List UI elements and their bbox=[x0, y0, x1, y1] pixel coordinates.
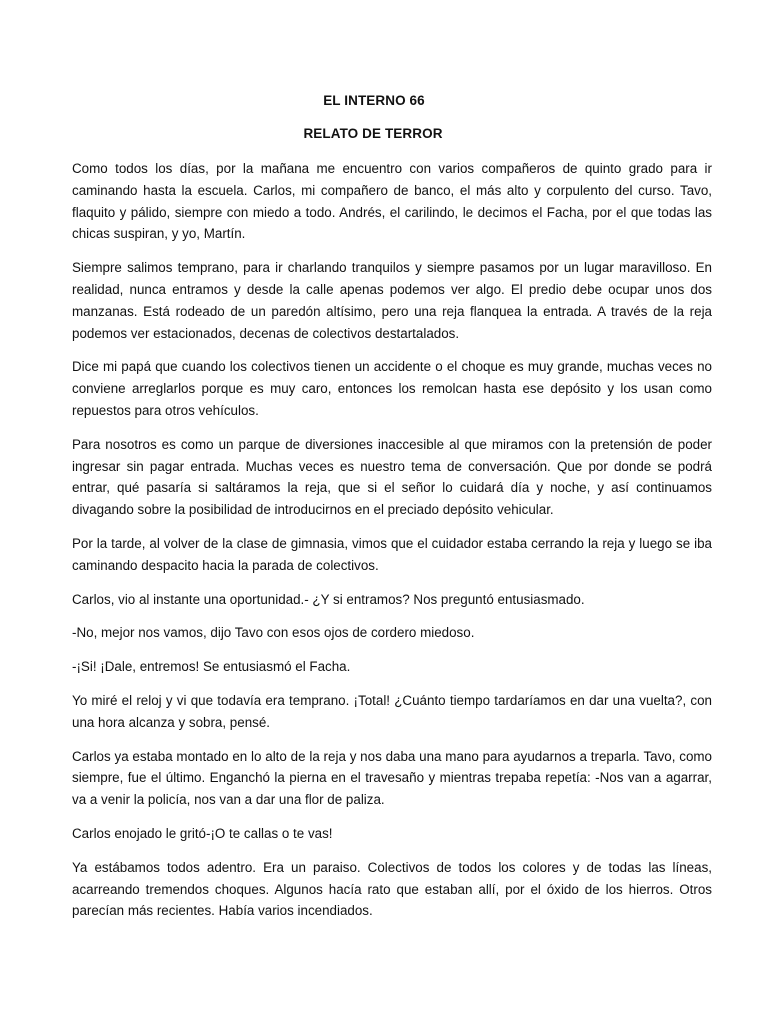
paragraph-3: Dice mi papá que cuando los colectivos tienen un accidente o el choque es muy grande, muchas veces no conviene arreglarlos porque es muy caro, entonces los remolcan hasta ese depósito y los usan como repuestos para otros vehículos. bbox=[72, 359, 712, 418]
paragraph-2: Siempre salimos temprano, para ir charlando tranquilos y siempre pasamos por un lugar maravilloso. En realidad, nunca entramos y desde la calle apenas podemos ver algo. El predio debe ocupar unos dos manzanas. Está rodeado de un paredón altísimo, pero una reja flanquea la entrada. A través de la reja podemos ver estacionados, decenas de colectivos destartalados. bbox=[72, 260, 712, 341]
paragraph-1: Como todos los días, por la mañana me encuentro con varios compañeros de quinto grado para ir caminando hasta la escuela. Carlos, mi compañero de banco, el más alto y corpulento del curso. Tavo, flaquito y pálido, siempre con miedo a todo. Andrés, el carilindo, le decimos el Facha, por el que todas las chicas suspiran, y yo, Martín. bbox=[72, 161, 712, 242]
paragraph-11: Carlos enojado le gritó-¡O te callas o te vas! bbox=[72, 825, 333, 841]
paragraph-12: Ya estábamos todos adentro. Era un paraiso. Colectivos de todos los colores y de todas las líneas, acarreando tremendos choques. Algunos hacía rato que estaban allí, por el óxido de los hierros. Otros parecían más recientes. Había varios incendiados. bbox=[72, 859, 712, 919]
paragraph-4: Para nosotros es como un parque de diversiones inaccesible al que miramos con la pretensión de poder ingresar sin pagar entrada. Muchas veces es nuestro tema de conversación. Que por donde se podrá entrar, qué pasaría si saltáramos la reja, que si el señor lo cuidará día y noche, y así continuamos divagando sobre la posibilidad de introducirnos en el preciado depósito vehicular. bbox=[72, 436, 712, 518]
paragraph-7: -No, mejor nos vamos, dijo Tavo con esos ojos de cordero miedoso. bbox=[72, 625, 475, 641]
paragraph-9: Yo miré el reloj y vi que todavía era temprano. ¡Total! ¿Cuánto tiempo tardaríamos en dar una vuelta?, con una hora alcanza y sobra, pensé. bbox=[72, 692, 712, 730]
document-title: EL INTERNO 66 bbox=[323, 93, 425, 108]
paragraph-8: -¡Si! ¡Dale, entremos! Se entusiasmó el Facha. bbox=[72, 659, 351, 675]
paragraph-6: Carlos, vio al instante una oportunidad.- ¿Y si entramos? Nos preguntó entusiasmado. bbox=[72, 591, 585, 607]
paragraph-10: Carlos ya estaba montado en lo alto de la reja y nos daba una mano para ayudarnos a treparla. Tavo, como siempre, fue el último. Enganchó la pierna en el travesaño y mientras trepaba repetía: -Nos van a agarrar, va a venir la policía, nos van a dar una flor de paliza. bbox=[72, 748, 712, 808]
paragraph-5: Por la tarde, al volver de la clase de gimnasia, vimos que el cuidador estaba cerrando la reja y luego se iba caminando despacito hacia la parada de colectivos. bbox=[72, 535, 712, 573]
document-subtitle: RELATO DE TERROR bbox=[303, 126, 443, 141]
story-body bbox=[72, 158, 712, 934]
